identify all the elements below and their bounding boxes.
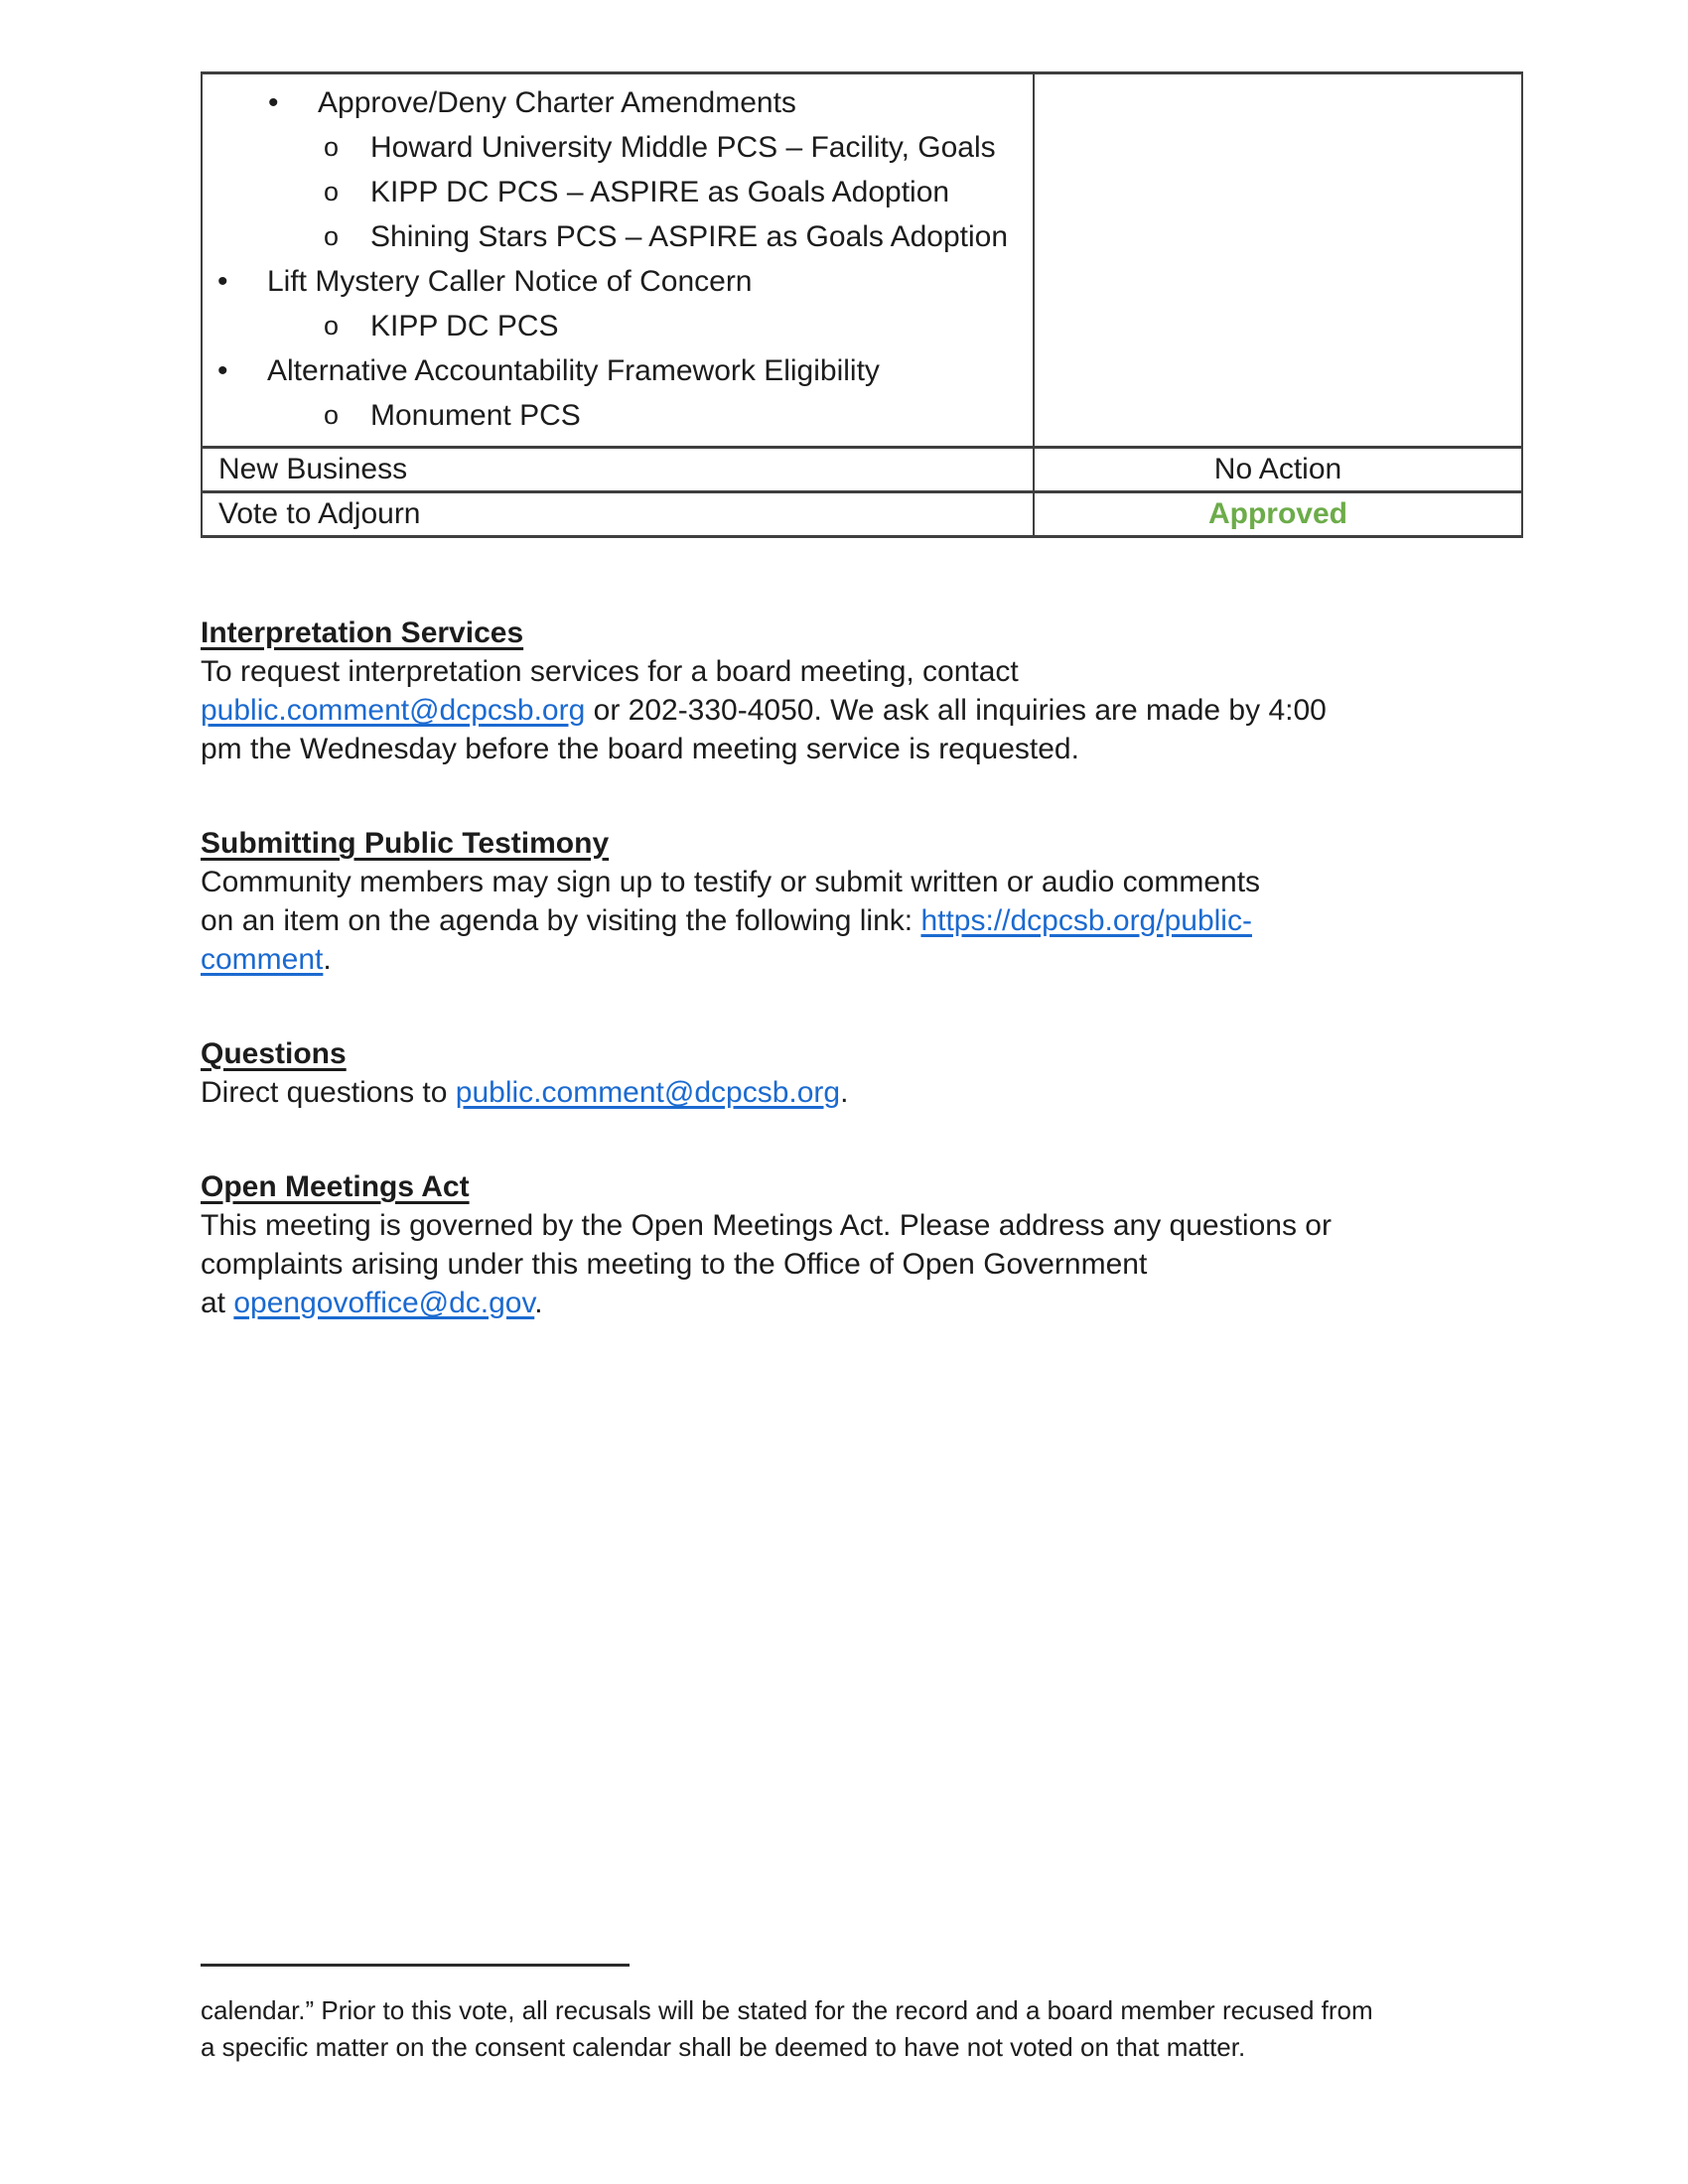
hyperlink[interactable]: comment: [201, 943, 324, 976]
agenda-table: [201, 71, 1523, 538]
list-item-label: KIPP DC PCS: [370, 310, 559, 342]
section-paragraph: Direct questions to public.comment@dcpcsb.org.: [201, 1076, 849, 1109]
list-item: [203, 304, 1033, 348]
page-content: [201, 71, 1521, 1322]
action-cell: [1035, 493, 1521, 535]
footnote-text: calendar.” Prior to this vote, all recusals will be stated for the record and a board member recused from a specific matter on the consent calendar shall be deemed to have not voted on that matter.: [201, 1995, 1373, 2062]
hyperlink[interactable]: public.comment@dcpcsb.org: [201, 694, 586, 727]
section-paragraph: Community members may sign up to testify or submit written or audio comments on an item on the agenda by visiting the following link: https://dcpcsb.org/public- comment.: [201, 866, 1261, 976]
status-text: No Action: [1213, 453, 1342, 485]
list-item-label: Alternative Accountability Framework Eligibility: [267, 354, 880, 387]
footnote-separator: [201, 1964, 630, 1967]
action-cell-empty: [1035, 74, 1521, 446]
hyperlink[interactable]: https://dcpcsb.org/public-: [920, 904, 1252, 937]
list-item-label: Lift Mystery Caller Notice of Concern: [267, 265, 753, 298]
circle-bullet-icon: o: [324, 177, 340, 206]
list-item: [203, 170, 1033, 214]
action-cell: [1035, 449, 1521, 490]
section-heading-interpretation-services: Interpretation Services: [201, 616, 524, 649]
hyperlink[interactable]: opengovoffice@dc.gov: [233, 1287, 535, 1319]
row-label: New Business: [218, 453, 408, 485]
section-heading-questions: Questions: [201, 1037, 347, 1070]
list-item-label: Monument PCS: [370, 399, 581, 432]
table-row: [203, 74, 1521, 446]
list-item-label: Shining Stars PCS – ASPIRE as Goals Adoption: [370, 220, 1009, 253]
circle-bullet-icon: o: [324, 221, 340, 251]
list-item-label: KIPP DC PCS – ASPIRE as Goals Adoption: [370, 176, 950, 208]
item-cell: [203, 493, 1035, 535]
section-paragraph: To request interpretation services for a board meeting, contact public.comment@dcpcsb.org or 202-330-4050. We ask all inquiries are made by 4:00 pm the Wednesday before the board meeting service is requested.: [201, 655, 1327, 765]
circle-bullet-icon: o: [324, 311, 340, 341]
agenda-items-cell: [203, 74, 1035, 446]
item-cell: [203, 449, 1035, 490]
list-item: [203, 393, 1033, 438]
section-heading-submitting-public-testimony: Submitting Public Testimony: [201, 827, 610, 860]
list-item: [203, 259, 1033, 304]
hyperlink[interactable]: public.comment@dcpcsb.org: [455, 1076, 841, 1109]
status-badge-approved: Approved: [1207, 497, 1347, 530]
bullet-icon: •: [217, 265, 228, 298]
list-item: [203, 214, 1033, 259]
bullet-icon: •: [268, 86, 279, 119]
section-heading-open-meetings-act: Open Meetings Act: [201, 1170, 470, 1203]
list-item: [203, 348, 1033, 393]
row-label: Vote to Adjourn: [218, 497, 421, 530]
list-item-label: Howard University Middle PCS – Facility, Goals: [370, 131, 996, 164]
circle-bullet-icon: o: [324, 132, 340, 162]
section-paragraph: This meeting is governed by the Open Meetings Act. Please address any questions or complaints arising under this meeting to the Office of Open Government at opengovoffice@dc.gov.: [201, 1209, 1332, 1319]
list-item-label: Approve/Deny Charter Amendments: [318, 86, 796, 119]
table-row: [203, 490, 1521, 535]
footnote: [201, 1964, 1521, 2066]
list-item: [203, 80, 1033, 125]
circle-bullet-icon: o: [324, 400, 340, 430]
bullet-icon: •: [217, 354, 228, 387]
table-row: [203, 446, 1521, 490]
list-item: [203, 125, 1033, 170]
